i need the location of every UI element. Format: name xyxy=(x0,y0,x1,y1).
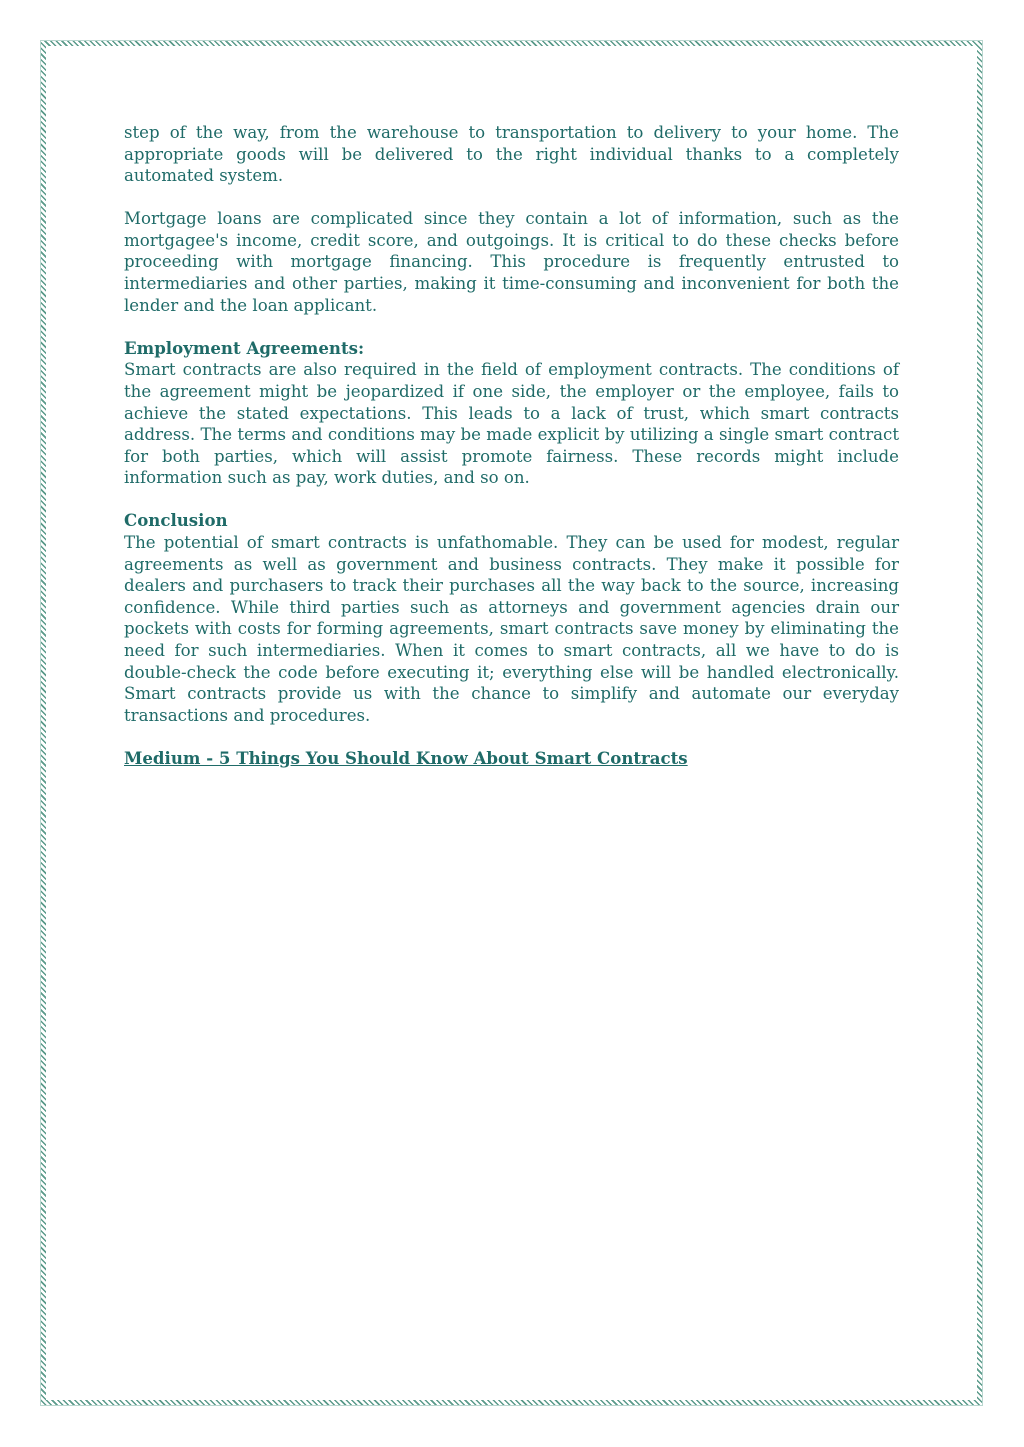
section-employment-agreements xyxy=(124,338,899,489)
paragraph-delivery: step of the way, from the warehouse to transportation to delivery to your home. The appropriate goods will be delivered to the right individual thanks to a completely automated system. xyxy=(124,123,899,186)
section-body: The potential of smart contracts is unfathomable. They can be used for modest, regular agreements as well as government and business contracts. They make it possible for dealers and purchasers to track their purchases all the way back to the source, increasing confidence. While third parties such as attorneys and government agencies drain our pockets with costs for forming agreements, smart contracts save money by eliminating the need for such intermediaries. When it comes to smart contracts, all we have to do is double-check the code before executing it; everything else will be handled electronically. Smart contracts provide us with the chance to simplify and automate our everyday transactions and procedures. xyxy=(124,533,899,725)
section-heading: Employment Agreements: xyxy=(124,337,365,358)
reference-link-medium-article[interactable]: Medium - 5 Things You Should Know About Smart Contracts xyxy=(124,747,688,768)
section-conclusion xyxy=(124,510,899,726)
paragraph-mortgage-loans: Mortgage loans are complicated since they contain a lot of information, such as the mortgagee's income, credit score, and outgoings. It is critical to do these checks before proceeding with mortgage financing. This procedure is frequently entrusted to intermediaries and other parties, making it time-consuming and inconvenient for both the lender and the loan applicant. xyxy=(124,209,899,315)
section-body: Smart contracts are also required in the field of employment contracts. The conditions of the agreement might be jeopardized if one side, the employer or the employee, fails to achieve the stated expectations. This leads to a lack of trust, which smart contracts address. The terms and conditions may be made explicit by utilizing a single smart contract for both parties, which will assist promote fairness. These records might include information such as pay, work duties, and so on. xyxy=(124,360,899,488)
section-heading: Conclusion xyxy=(124,510,228,531)
document-body xyxy=(124,122,899,769)
